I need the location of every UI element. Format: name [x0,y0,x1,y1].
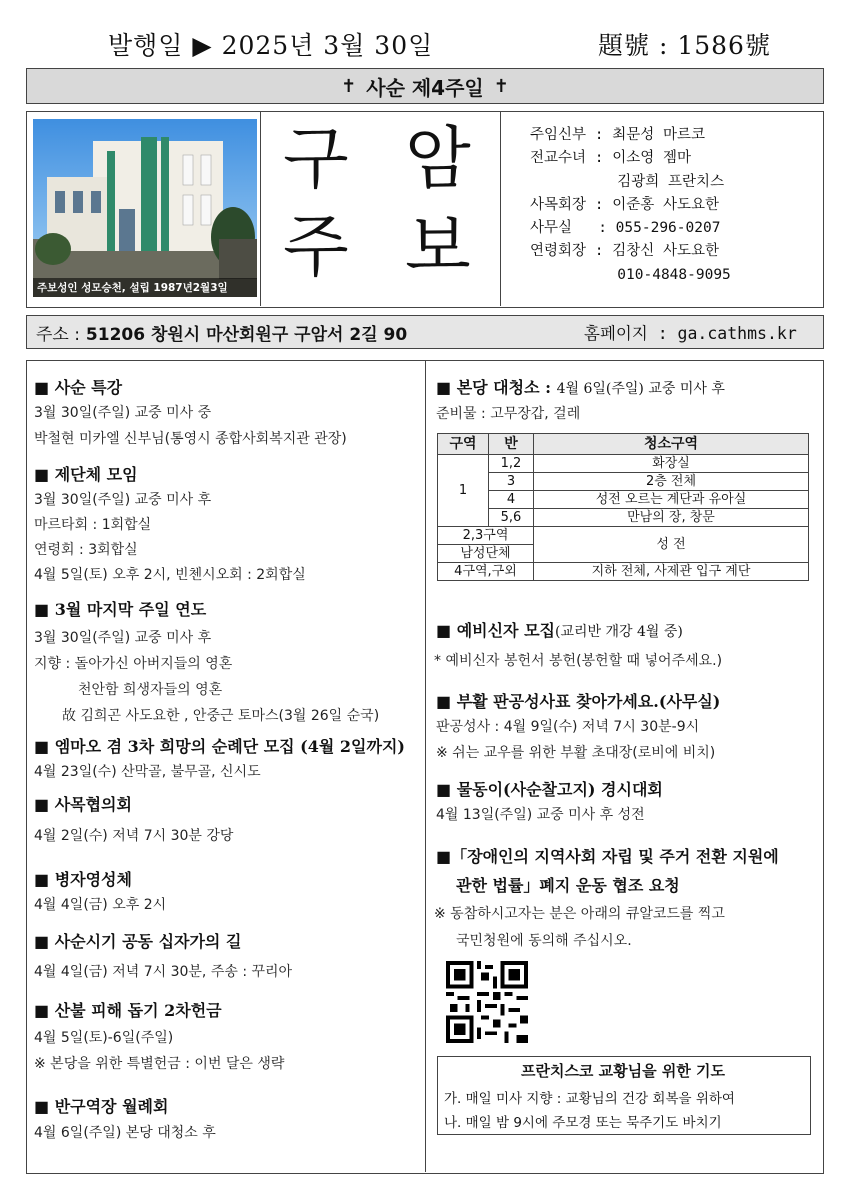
section-egg-contest-title: ■ 물동이(사순찰고지) 경시대회 [436,780,663,799]
table-cell: 남성단체 [438,545,534,563]
banner-title: 사순 제4주일 [366,75,484,100]
text-line: 3월 30일(주일) 교중 미사 후 [34,630,212,646]
section-way-of-cross-title: ■ 사순시기 공동 십자가의 길 [34,932,242,951]
table-cell: 지하 전체, 사제관 입구 계단 [534,563,809,581]
text-line: 4월 23일(수) 산막골, 불무골, 신시도 [34,764,261,780]
qr-code[interactable] [446,961,528,1043]
table-row [438,473,809,491]
staff-line: 사무실 : 055-296-0207 [530,220,721,237]
table-header-row [438,434,809,455]
homepage-link[interactable]: 홈페이지 : ga.cathms.kr [584,324,797,343]
divider [260,111,261,306]
column-divider [425,360,426,1172]
text-line: 4월 6일(주일) 본당 대청소 후 [34,1125,216,1141]
table-cell: 성 전 [534,527,809,563]
address [36,320,407,345]
cross-icon: ✝ [493,75,509,97]
catechumen-title: ■ 예비신자 모집 [436,621,555,640]
section-petition-title: ■「장애인의 지역사회 자립 및 주거 전환 지원에 [436,847,779,866]
table-row [438,509,809,527]
table-cell: 2,3구역 [438,527,534,545]
table-cell: 4구역,구외 [438,563,534,581]
table-header: 구역 [438,434,489,455]
church-building-image [33,119,257,297]
text-line: 지향 : 돌아가신 아버지들의 영혼 [34,656,233,672]
text-line: ※ 동참하시고자는 분은 아래의 큐알코드를 찍고 [434,906,725,922]
table-row [438,491,809,509]
section-sick-communion-title: ■ 병자영성체 [34,870,132,889]
section-cleaning-title [436,375,725,398]
table-header: 반 [489,434,534,455]
title-char-bo: 보 [405,208,471,287]
cleaning-title: ■ 본당 대청소 : [436,378,552,397]
table-row [438,527,809,545]
text-line: 4월 5일(토) 오후 2시, 빈첸시오회 : 2회합실 [34,567,306,583]
text-line: 4월 4일(금) 저녁 7시 30분, 주송 : 꾸리아 [34,964,293,980]
text-line: 연령회 : 3회합실 [34,542,138,558]
table-cell: 만남의 장, 창문 [534,509,809,527]
section-pilgrimage-title: ■ 엠마오 겸 3차 희망의 순례단 모집 (4월 2일까지) [34,737,405,756]
section-petition-title-2: 관한 법률」폐지 운동 협조 요청 [456,876,680,895]
text-line: 3월 30일(주일) 교중 미사 중 [34,405,212,421]
text-line: 3월 30일(주일) 교중 미사 후 [34,492,212,508]
staff-line: 주임신부 : 최문성 마르코 [530,127,705,143]
table-cell: 4 [489,491,534,509]
cleaning-time: 4월 6일(주일) 교중 미사 후 [556,381,725,397]
address-label: 주소 : [36,325,80,345]
table-cell: 5,6 [489,509,534,527]
text-line: 4월 13일(주일) 교중 미사 후 성전 [436,807,645,823]
staff-line: 사목회장 : 이준홍 사도요한 [530,196,719,213]
section-wildfire-title: ■ 산불 피해 돕기 2차헌금 [34,1001,222,1020]
sunday-banner [26,68,824,104]
text-line: 4월 5일(토)-6일(주일) [34,1030,174,1046]
qr-code-icon [446,961,528,1043]
cleaning-table [437,433,809,581]
photo-caption: 주보성인 성모승천, 설립 1987년2월3일 [33,278,257,297]
address-value: 51206 창원시 마산회원구 구암서 2길 90 [85,325,408,345]
table-row [438,455,809,473]
text-line: ※ 쉬는 교우를 위한 부활 초대장(로비에 비치) [436,745,716,761]
staff-line: 김광희 프란치스 [530,173,725,190]
text-line: ※ 본당을 위한 특별헌금 : 이번 달은 생략 [34,1056,285,1072]
text-line: 박철현 미카엘 신부님(통영시 종합사회복지관 관장) [34,431,347,447]
section-lent-lecture-title: ■ 사순 특강 [34,378,123,397]
issue-number: 題號 : 1586號 [598,31,771,60]
title-char-gu: 구 [283,120,349,199]
catechumen-sub: (교리반 개강 4월 중) [555,624,683,640]
prayer-line: 가. 매일 미사 지향 : 교황님의 건강 회복을 위하여 [444,1091,735,1107]
section-group-meeting-title: ■ 제단체 모임 [34,465,138,484]
section-catechumen-title [436,618,683,641]
table-header: 청소구역 [534,434,809,455]
table-cell: 2층 전체 [534,473,809,491]
section-pastoral-council-title: ■ 사목협의회 [34,795,132,814]
text-line: 국민청원에 동의해 주십시오. [456,933,632,949]
table-cell: 화장실 [534,455,809,473]
section-easter-ticket-title: ■ 부활 판공성사표 찾아가세요.(사무실) [436,692,721,711]
table-cell: 성전 오르는 계단과 유아실 [534,491,809,509]
section-legion-title: ■ 반구역장 월례회 [34,1097,169,1116]
cross-icon: ✝ [341,75,357,97]
prayer-line: 나. 매일 밤 9시에 주모경 또는 묵주기도 바치기 [444,1115,722,1131]
issue-date: 발행일 ▶ 2025년 3월 30일 [108,31,434,60]
table-cell: 1,2 [489,455,534,473]
table-row [438,563,809,581]
staff-line: 연령회장 : 김창신 사도요한 [530,243,719,260]
staff-list [530,124,731,287]
title-char-ju: 주 [283,208,349,287]
text-line: 준비물 : 고무장갑, 걸레 [436,406,581,422]
text-line: 천안함 희생자들의 영혼 [78,682,223,698]
text-line: * 예비신자 봉헌서 봉헌(봉헌할 때 넣어주세요.) [434,653,723,669]
table-cell: 1 [438,455,489,527]
text-line: 마르타회 : 1회합실 [34,517,152,533]
divider [500,111,501,306]
section-memorial-title: ■ 3월 마지막 주일 연도 [34,600,207,619]
text-line: 4월 4일(금) 오후 2시 [34,897,167,913]
title-char-am: 암 [405,120,471,199]
table-cell: 3 [489,473,534,491]
staff-line: 010-4848-9095 [530,266,731,283]
text-line: 판공성사 : 4월 9일(수) 저녁 7시 30분-9시 [436,719,700,735]
text-line: 4월 2일(수) 저녁 7시 30분 강당 [34,828,234,844]
church-photo [33,119,257,297]
staff-line: 전교수녀 : 이소영 젬마 [530,150,691,167]
text-line: 故 김희곤 사도요한 , 안중근 토마스(3월 26일 순국) [62,708,380,724]
prayer-title: 프란치스코 교황님을 위한 기도 [520,1062,726,1080]
